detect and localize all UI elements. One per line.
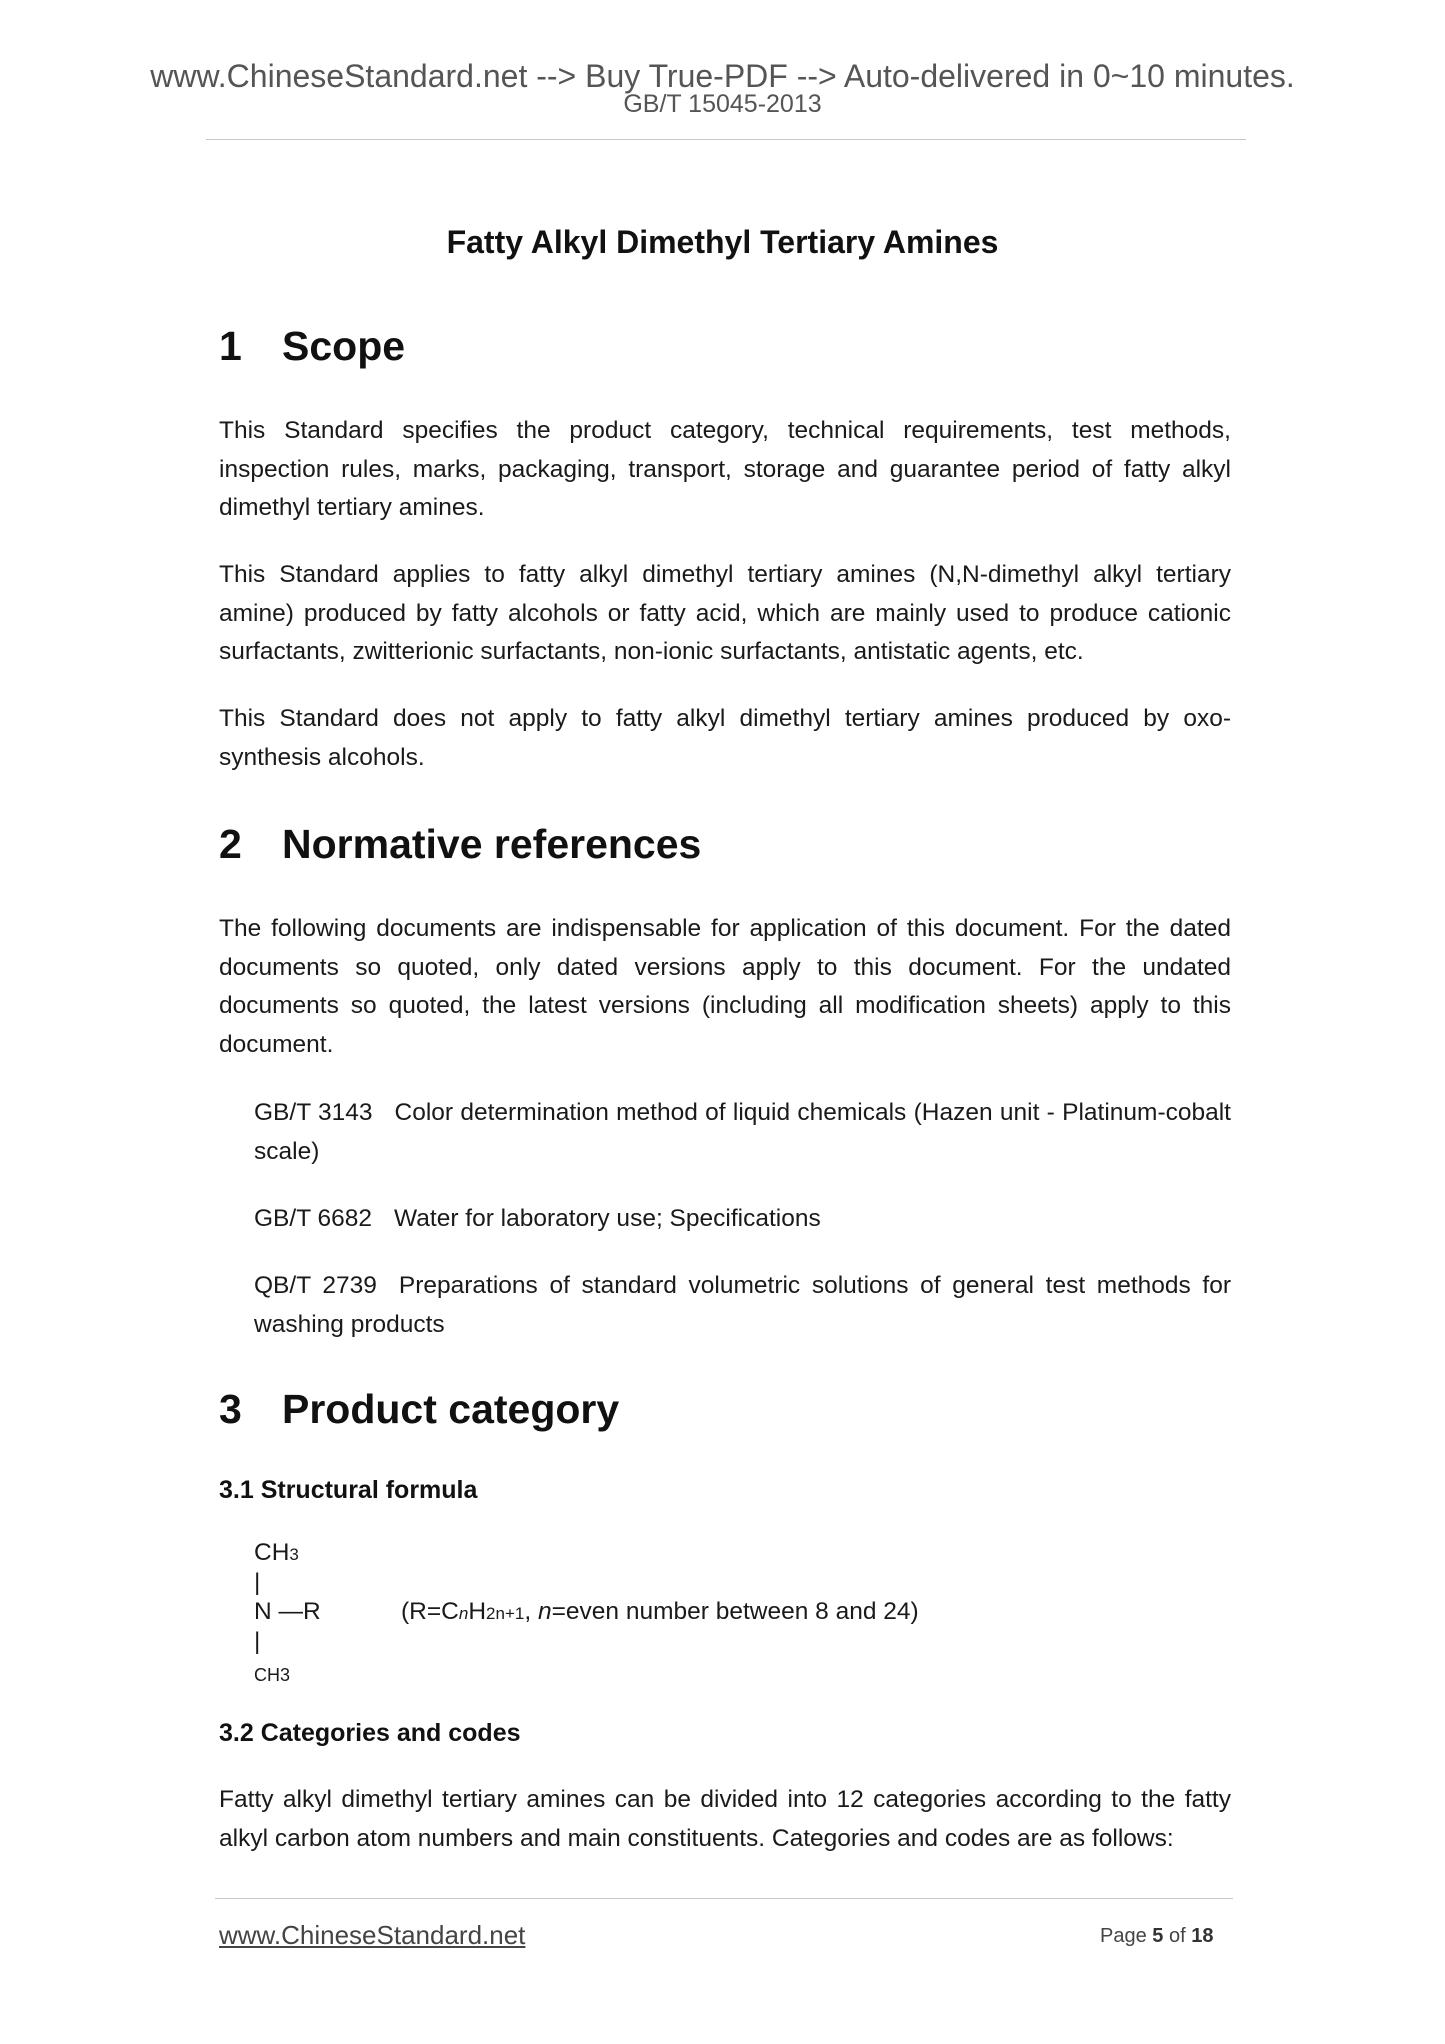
scope-paragraph-3: This Standard does not apply to fatty alkyl dimethyl tertiary amines produced by oxo-synthesis alcohols. [219,705,1231,771]
categories-paragraph: Fatty alkyl dimethyl tertiary amines can be divided into 12 categories according to the fatty alkyl carbon atom numbers and main constituents. Categories and codes are as follows: [219,1786,1231,1852]
reference-code: QB/T 2739 [254,1272,377,1299]
reference-title: Preparations of standard volumetric solutions of general test methods for washing products [254,1272,1231,1338]
standard-code: GB/T 15045-2013 [623,90,822,118]
footer-divider [215,1898,1233,1899]
section-title: Normative references [282,821,702,867]
subsection-heading-structural-formula: 3.1 Structural formula [219,1476,478,1504]
document-title: Fatty Alkyl Dimethyl Tertiary Amines [446,224,999,260]
formula-bond: | [254,1628,261,1655]
formula-bottom-group: CH3 [254,1665,291,1685]
header-divider [206,139,1246,140]
reference-title: Water for laboratory use; Specifications [394,1205,821,1232]
reference-item [254,1200,1231,1239]
section-title: Product category [282,1386,620,1432]
formula-top-group: CH3 [254,1539,299,1566]
formula-note: (R=CnH2n+1, n=even number between 8 and 24) [401,1598,919,1625]
scope-paragraph-2: This Standard applies to fatty alkyl dimethyl tertiary amines (N,N-dimethyl alkyl tertiary amine) produced by fatty alcohols or fatty acid, which are mainly used to produce cationic surfactants, zwitterionic surfactants, non-ionic surfactants, antistatic agents, etc. [219,561,1231,665]
section-number: 1 [219,323,242,369]
reference-code: GB/T 6682 [254,1205,373,1232]
subsection-heading-categories-and-codes: 3.2 Categories and codes [219,1719,521,1747]
scope-paragraph-1: This Standard specifies the product category, technical requirements, test methods, inspection rules, marks, packaging, transport, storage and guarantee period of fatty alkyl dimethyl tertiary amines. [219,417,1231,521]
reference-item [254,1094,1231,1171]
section-heading-normative-references [219,820,701,868]
reference-code: GB/T 3143 [254,1099,373,1126]
section-number: 3 [219,1386,242,1432]
formula-center: N —R [254,1598,321,1625]
reference-title: Color determination method of liquid chemicals (Hazen unit - Platinum-cobalt scale) [254,1099,1231,1165]
section-title: Scope [282,323,406,369]
normative-references-paragraph: The following documents are indispensable for application of this document. For the dated documents so quoted, only dated versions apply to this document. For the undated documents so quoted, the latest versions (including all modification sheets) apply to this document. [219,915,1231,1058]
section-heading-product-category [219,1385,619,1433]
top-banner-link[interactable]: www.ChineseStandard.net --> Buy True-PDF --> Auto-delivered in 0~10 minutes. [150,58,1295,94]
section-number: 2 [219,821,242,867]
reference-item [254,1267,1231,1344]
footer-site-link[interactable]: www.ChineseStandard.net [219,1920,526,1950]
section-heading-scope [219,322,405,370]
formula-bond: | [254,1569,261,1596]
page-indicator: Page 5 of 18 [1100,1925,1214,1947]
